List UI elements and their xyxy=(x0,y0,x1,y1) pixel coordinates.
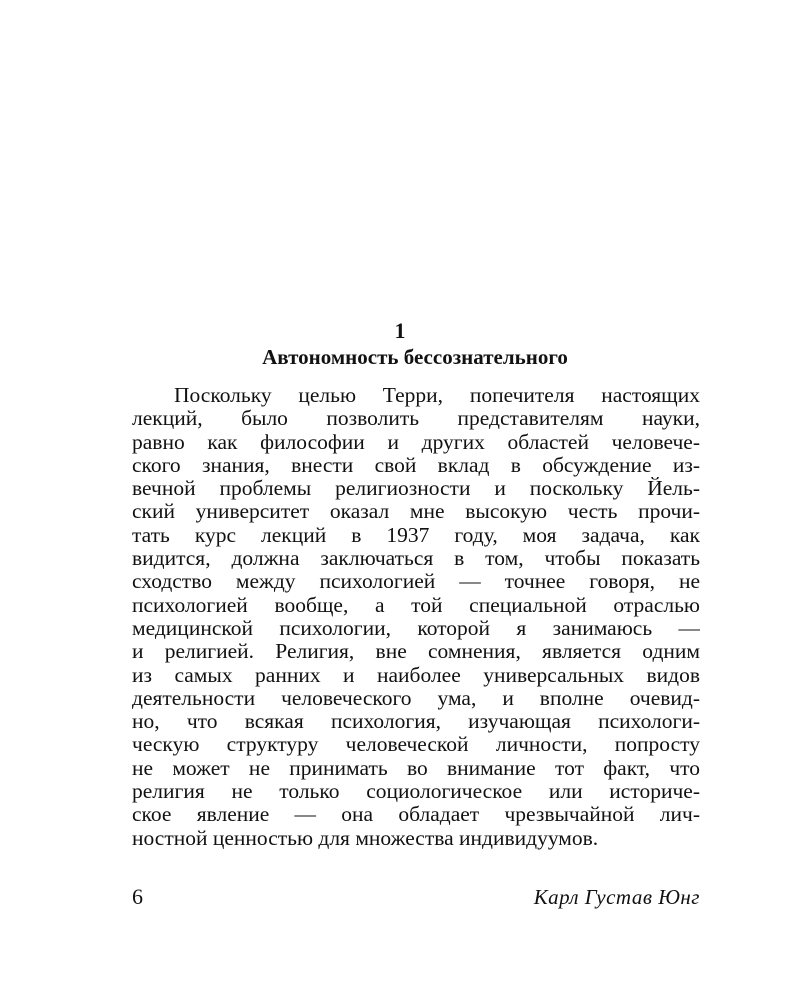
text-line: ностной ценностью для множества индивидуумов. xyxy=(132,826,599,850)
running-footer-author: Карл Густав Юнг xyxy=(533,885,700,909)
text-line: из самых ранних и наиболее универсальных видов xyxy=(132,663,700,687)
page-number: 6 xyxy=(132,884,143,909)
text-line: тать курс лекций в 1937 году, моя задача, как xyxy=(132,523,700,547)
text-line: Поскольку целью Терри, попечителя настоящих xyxy=(174,384,700,407)
chapter-title: Автономность бессознательного xyxy=(262,345,568,369)
text-line: вечной проблемы религиозности и поскольку Йель- xyxy=(132,477,700,501)
text-line: лекций, было позволить представителям науки, xyxy=(132,407,700,431)
text-line: и религией. Религия, вне сомнения, является одним xyxy=(132,640,700,664)
text-line: деятельности человеческого ума, и вполне очевид- xyxy=(132,686,700,710)
text-line: ческую структуру человеческой личности, попросту xyxy=(132,733,700,757)
text-line: медицинской психологии, которой я занимаюсь — xyxy=(132,616,700,640)
text-line: видится, должна заключаться в том, чтобы показать xyxy=(132,547,700,571)
text-line: сходство между психологией — точнее говоря, не xyxy=(132,570,700,594)
text-line: ский университет оказал мне высокую честь прочи- xyxy=(132,500,700,524)
text-line: ского знания, внести свой вклад в обсуждение из- xyxy=(132,453,700,477)
text-line: не может не принимать во внимание тот факт, что xyxy=(132,756,700,780)
text-line: но, что всякая психология, изучающая психологи- xyxy=(132,710,700,734)
text-line: ское явление — она обладает чрезвычайной лич- xyxy=(132,803,700,827)
body-paragraph xyxy=(132,384,700,850)
text-line: равно как философии и других областей человече- xyxy=(132,430,700,454)
text-line: психологией вообще, а той специальной отраслью xyxy=(132,593,700,617)
chapter-number: 1 xyxy=(394,318,406,343)
text-line: религия не только социологическое или историче- xyxy=(132,780,700,804)
